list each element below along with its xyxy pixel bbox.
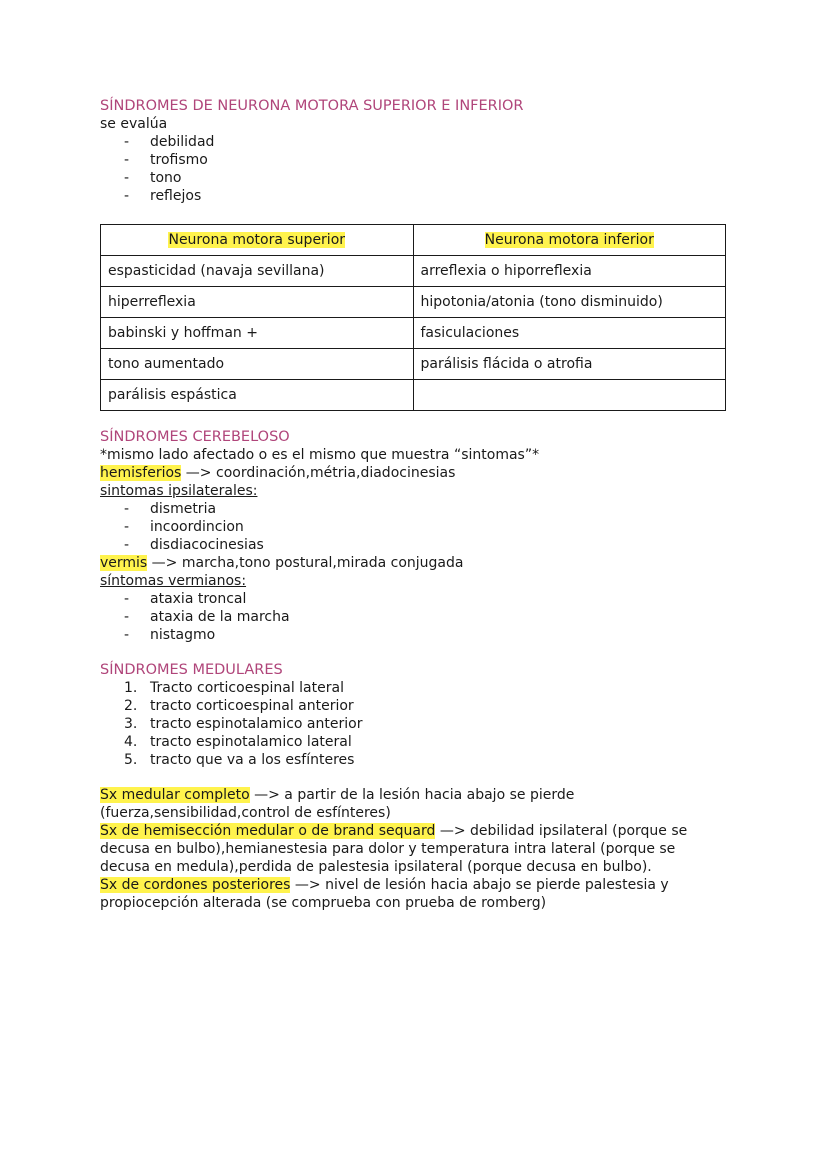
list-item: - trofismo [124, 151, 728, 169]
ipsilateral-list [100, 500, 728, 554]
sx-hemiseccion-line2: decusa en bulbo),hemianestesia para dolor y temperatura intra lateral (porque se [100, 841, 676, 857]
section-title-medulares: SÍNDROMES MEDULARES [100, 662, 283, 678]
table-row [101, 349, 726, 380]
table-header-cell [101, 225, 414, 256]
list-item: - dismetria [124, 500, 728, 518]
sx-medular-completo-desc: —> a partir de la lesión hacia abajo se pierde [249, 787, 575, 803]
list-item: - nistagmo [124, 626, 728, 644]
table-row [101, 380, 726, 411]
vermis-line [100, 554, 728, 572]
list-item: - tono [124, 169, 728, 187]
list-item [124, 751, 728, 769]
evaluation-intro: se evalúa [100, 116, 168, 132]
list-number: 2. [124, 698, 138, 714]
sx-cordones-term: Sx de cordones posteriores [100, 877, 291, 893]
table-cell: parálisis flácida o atrofia [413, 349, 726, 380]
spacer [100, 769, 728, 786]
list-item: - debilidad [124, 133, 728, 151]
table-row [101, 318, 726, 349]
list-item [124, 697, 728, 715]
table-cell: arreflexia o hiporreflexia [413, 256, 726, 287]
vermian-heading: síntomas vermianos: [100, 573, 247, 589]
vermis-desc: —> marcha,tono postural,mirada conjugada [147, 555, 464, 571]
header-inferior: Neurona motora inferior [484, 232, 654, 248]
list-number: 5. [124, 752, 138, 768]
table-cell: tono aumentado [101, 349, 414, 380]
list-item: - reflejos [124, 187, 728, 205]
section-title-cerebeloso: SÍNDROMES CEREBELOSO [100, 429, 290, 445]
sx-medular-completo-line2: (fuerza,sensibilidad,control de esfínteres) [100, 805, 391, 821]
list-text: tracto corticoespinal anterior [150, 698, 354, 714]
sx-cordones-line2: propiocepción alterada (se comprueba con prueba de romberg) [100, 895, 547, 911]
vermis-term: vermis [100, 555, 148, 571]
table-cell: parálisis espástica [101, 380, 414, 411]
spacer [100, 644, 728, 661]
evaluation-list [100, 133, 728, 205]
table-cell: espasticidad (navaja sevillana) [101, 256, 414, 287]
sx-hemiseccion-term: Sx de hemisección medular o de brand sequard [100, 823, 436, 839]
sx-medular-completo-line1 [100, 786, 728, 804]
sx-hemiseccion-line1 [100, 822, 728, 840]
neurona-motora-table [100, 224, 726, 411]
list-item [124, 715, 728, 733]
tracts-list [100, 679, 728, 769]
list-item: - incoordincion [124, 518, 728, 536]
list-number: 3. [124, 716, 138, 732]
list-item: - ataxia de la marcha [124, 608, 728, 626]
hemisferios-term: hemisferios [100, 465, 182, 481]
list-item [124, 679, 728, 697]
sx-hemiseccion-desc: —> debilidad ipsilateral (porque se [435, 823, 688, 839]
table-row [101, 256, 726, 287]
table-cell: hiperreflexia [101, 287, 414, 318]
list-text: tracto que va a los esfínteres [150, 752, 355, 768]
sx-cordones-line1 [100, 876, 728, 894]
table-cell [413, 380, 726, 411]
sx-medular-completo-term: Sx medular completo [100, 787, 250, 803]
sx-hemiseccion-line3: decusa en medula),perdida de palestesia ipsilateral (porque decusa en bulbo). [100, 859, 652, 875]
list-item [124, 733, 728, 751]
section-title-neurona-motora: SÍNDROMES DE NEURONA MOTORA SUPERIOR E INFERIOR [100, 98, 524, 114]
table-header-cell [413, 225, 726, 256]
table-cell: fasiculaciones [413, 318, 726, 349]
list-number: 1. [124, 680, 138, 696]
hemisferios-desc: —> coordinación,métria,diadocinesias [181, 465, 456, 481]
vermian-list [100, 590, 728, 644]
hemisferios-line [100, 464, 728, 482]
header-superior: Neurona motora superior [168, 232, 346, 248]
cerebeloso-note: *mismo lado afectado o es el mismo que muestra “sintomas”* [100, 447, 540, 463]
document-content [100, 97, 728, 912]
list-item: - ataxia troncal [124, 590, 728, 608]
list-text: tracto espinotalamico lateral [150, 734, 352, 750]
list-number: 4. [124, 734, 138, 750]
table-header-row [101, 225, 726, 256]
table-cell: babinski y hoffman + [101, 318, 414, 349]
sx-cordones-desc: —> nivel de lesión hacia abajo se pierde palestesia y [290, 877, 669, 893]
list-text: tracto espinotalamico anterior [150, 716, 363, 732]
list-item: - disdiacocinesias [124, 536, 728, 554]
list-text: Tracto corticoespinal lateral [150, 680, 344, 696]
ipsilateral-heading: sintomas ipsilaterales: [100, 483, 258, 499]
table-row [101, 287, 726, 318]
table-cell: hipotonia/atonia (tono disminuido) [413, 287, 726, 318]
